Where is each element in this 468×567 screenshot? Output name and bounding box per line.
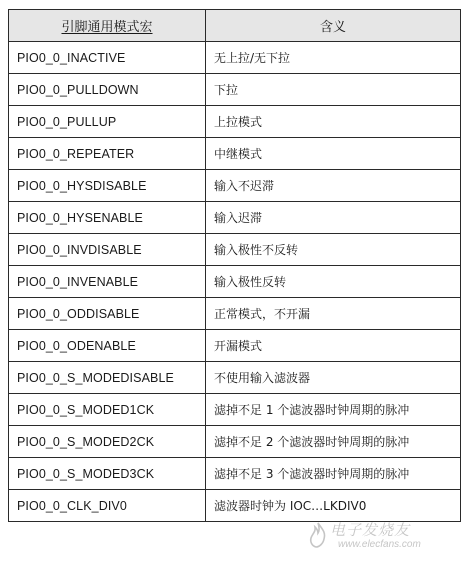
table-row <box>9 426 461 458</box>
meaning-cell: 不使用输入滤波器 <box>206 362 461 394</box>
macro-cell: PIO0_0_PULLDOWN <box>9 74 206 106</box>
table-row <box>9 234 461 266</box>
macro-cell: PIO0_0_REPEATER <box>9 138 206 170</box>
macro-cell: PIO0_0_CLK_DIV0 <box>9 490 206 522</box>
table-row <box>9 266 461 298</box>
macro-cell: PIO0_0_S_MODED2CK <box>9 426 206 458</box>
table-row <box>9 138 461 170</box>
table-header <box>9 10 461 42</box>
meaning-cell: 滤掉不足 1 个滤波器时钟周期的脉冲 <box>206 394 461 426</box>
table-row <box>9 490 461 522</box>
table-row <box>9 106 461 138</box>
header-row <box>9 10 461 42</box>
meaning-cell: 上拉模式 <box>206 106 461 138</box>
meaning-cell: 滤波器时钟为 IOC…LKDIV0 <box>206 490 461 522</box>
header-meaning-label: 含义 <box>319 20 346 35</box>
macro-cell: PIO0_0_INACTIVE <box>9 42 206 74</box>
meaning-cell: 输入不迟滞 <box>206 170 461 202</box>
meaning-cell: 中继模式 <box>206 138 461 170</box>
meaning-cell: 无上拉/无下拉 <box>206 42 461 74</box>
table-row <box>9 170 461 202</box>
macro-cell: PIO0_0_HYSENABLE <box>9 202 206 234</box>
macro-cell: PIO0_0_INVENABLE <box>9 266 206 298</box>
meaning-cell: 输入极性反转 <box>206 266 461 298</box>
meaning-cell: 输入极性不反转 <box>206 234 461 266</box>
table-row <box>9 362 461 394</box>
macro-cell: PIO0_0_PULLUP <box>9 106 206 138</box>
macro-cell: PIO0_0_ODDISABLE <box>9 298 206 330</box>
table-row <box>9 458 461 490</box>
meaning-cell: 滤掉不足 3 个滤波器时钟周期的脉冲 <box>206 458 461 490</box>
pin-mode-macro-table <box>8 9 461 522</box>
watermark-logo <box>308 519 458 553</box>
flame-logo-icon <box>308 521 328 549</box>
macro-cell: PIO0_0_INVDISABLE <box>9 234 206 266</box>
meaning-cell: 开漏模式 <box>206 330 461 362</box>
table-row <box>9 42 461 74</box>
table-row <box>9 330 461 362</box>
header-macro <box>9 10 206 42</box>
pin-mode-macro-table-container <box>8 9 460 522</box>
macro-cell: PIO0_0_ODENABLE <box>9 330 206 362</box>
macro-cell: PIO0_0_HYSDISABLE <box>9 170 206 202</box>
macro-cell: PIO0_0_S_MODED1CK <box>9 394 206 426</box>
table-row <box>9 394 461 426</box>
header-macro-label: 引脚通用模式宏 <box>61 20 153 35</box>
meaning-cell: 输入迟滞 <box>206 202 461 234</box>
watermark-text: 电子发烧友 <box>330 521 411 539</box>
meaning-cell: 滤掉不足 2 个滤波器时钟周期的脉冲 <box>206 426 461 458</box>
table-row <box>9 298 461 330</box>
meaning-cell: 正常模式，不开漏 <box>206 298 461 330</box>
meaning-cell: 下拉 <box>206 74 461 106</box>
table-body <box>9 42 461 522</box>
macro-cell: PIO0_0_S_MODED3CK <box>9 458 206 490</box>
macro-cell: PIO0_0_S_MODEDISABLE <box>9 362 206 394</box>
watermark-url: www.elecfans.com <box>338 539 421 550</box>
header-meaning <box>206 10 461 42</box>
table-row <box>9 74 461 106</box>
table-row <box>9 202 461 234</box>
